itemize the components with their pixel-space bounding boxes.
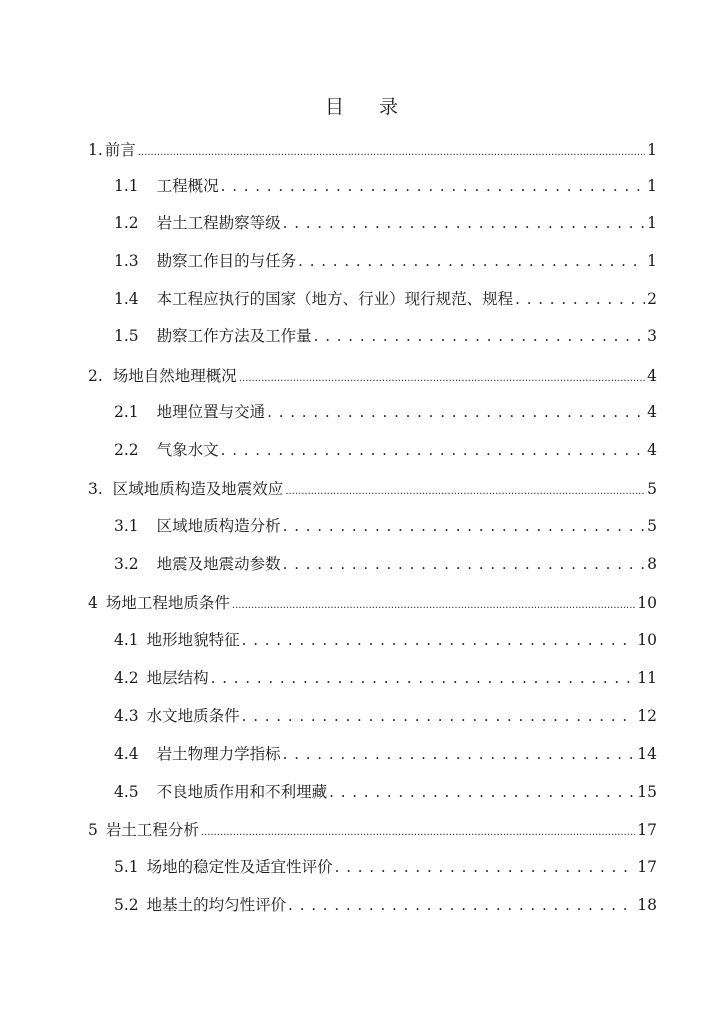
toc-leader	[221, 441, 645, 459]
toc-entry-number: 1.5	[114, 327, 139, 345]
toc-entry-text: 不良地质作用和不利埋藏	[156, 783, 328, 801]
toc-entry-text: 场地的稳定性及适宜性评价	[146, 858, 333, 876]
toc-leader	[239, 367, 645, 385]
toc-leader	[314, 327, 645, 345]
toc-entry-number: 1.1	[114, 177, 139, 195]
toc-entry-number: 5	[88, 821, 98, 839]
toc-entry-number: 1.3	[114, 252, 139, 270]
toc-entry-text: 场地工程地质条件	[105, 594, 230, 612]
toc-entry-text: 区域地质构造分析	[156, 517, 281, 535]
toc-entry-page: 3	[647, 327, 657, 345]
toc-leader	[242, 631, 636, 649]
toc-entry-4-4[interactable]	[114, 742, 657, 764]
toc-leader	[138, 141, 645, 159]
toc-entry-page: 1	[647, 177, 657, 195]
toc-entry-page: 12	[637, 707, 657, 725]
toc-leader	[283, 745, 636, 763]
toc-entry-text: 工程概况	[156, 177, 219, 195]
toc-entry-text: 勘察工作方法及工作量	[156, 327, 312, 345]
toc-entry-text: 地理位置与交通	[156, 403, 266, 421]
toc-entry-text: 地形地貌特征	[146, 631, 240, 649]
toc-entry-number: 2.2	[114, 441, 139, 459]
toc-entry-page: 4	[647, 441, 657, 459]
toc-entry-page: 1	[647, 252, 657, 270]
toc-entry-5-1[interactable]	[114, 855, 657, 877]
toc-entry-number: 4.4	[114, 745, 139, 763]
toc-entry-5[interactable]	[88, 818, 657, 840]
toc-entry-number: 4.3	[114, 707, 139, 725]
toc-entry-page: 10	[637, 631, 657, 649]
toc-entry-text: 本工程应执行的国家（地方、行业）现行规范、规程	[156, 290, 514, 308]
toc-entry-page: 10	[637, 594, 657, 612]
toc-entry-2-2[interactable]	[114, 438, 657, 460]
toc-entry-number: 4.5	[114, 783, 139, 801]
toc-entry-3[interactable]	[88, 477, 657, 499]
toc-entry-page: 14	[637, 745, 657, 763]
toc-entry-4-5[interactable]	[114, 780, 657, 802]
toc-entry-1-1[interactable]	[114, 174, 657, 196]
toc-entry-1-4[interactable]	[114, 287, 657, 309]
toc-entry-number: 2.	[88, 367, 103, 385]
toc-entry-number: 1.4	[114, 290, 139, 308]
toc-entry-number: 4.2	[114, 669, 139, 687]
toc-entry-text: 水文地质条件	[146, 707, 240, 725]
toc-entry-page: 4	[647, 403, 657, 421]
toc-leader	[335, 858, 636, 876]
toc-title-left: 目	[324, 96, 345, 118]
toc-entry-3-2[interactable]	[114, 552, 657, 574]
toc-entry-number: 2.1	[114, 403, 139, 421]
toc-entry-2-1[interactable]	[114, 400, 657, 422]
toc-leader	[267, 403, 645, 421]
toc-leader	[283, 555, 645, 573]
toc-entry-3-1[interactable]	[114, 514, 657, 536]
toc-entry-text: 岩土工程分析	[105, 821, 199, 839]
toc-entry-4-2[interactable]	[114, 666, 657, 688]
toc-entry-text: 区域地质构造及地震效应	[112, 480, 284, 498]
toc-entry-text: 场地自然地理概况	[112, 367, 237, 385]
toc-entry-1[interactable]	[88, 138, 657, 160]
toc-entry-page: 17	[637, 821, 657, 839]
toc-leader	[242, 707, 636, 725]
toc-entry-page: 2	[647, 290, 657, 308]
toc-entry-text: 气象水文	[156, 441, 219, 459]
toc-entry-4-3[interactable]	[114, 704, 657, 726]
toc-leader	[232, 594, 635, 612]
toc-title	[0, 92, 724, 119]
toc-leader	[329, 783, 635, 801]
toc-leader	[221, 177, 645, 195]
toc-title-right: 录	[379, 96, 400, 118]
toc-entry-page: 4	[647, 367, 657, 385]
toc-entry-page: 1	[647, 141, 657, 159]
toc-leader	[298, 252, 645, 270]
toc-entry-number: 3.1	[114, 517, 139, 535]
toc-entry-page: 5	[647, 517, 657, 535]
toc-entry-number: 5.2	[114, 896, 139, 914]
toc-entry-4-1[interactable]	[114, 628, 657, 650]
toc-leader	[211, 669, 636, 687]
toc-entry-page: 15	[637, 783, 657, 801]
toc-entry-number: 3.	[88, 480, 103, 498]
toc-entry-number: 1.	[88, 141, 103, 159]
toc-leader	[285, 480, 645, 498]
toc-entry-text: 勘察工作目的与任务	[156, 252, 297, 270]
toc-entry-text: 地层结构	[146, 669, 209, 687]
toc-entry-page: 8	[647, 555, 657, 573]
toc-leader	[283, 517, 645, 535]
toc-entry-page: 1	[647, 214, 657, 232]
toc-entry-text: 前言	[104, 141, 136, 159]
toc-entry-number: 5.1	[114, 858, 139, 876]
toc-entry-page: 17	[637, 858, 657, 876]
toc-entry-1-2[interactable]	[114, 211, 657, 233]
toc-entry-page: 11	[637, 669, 657, 687]
toc-entry-number: 4	[88, 594, 98, 612]
toc-leader	[288, 896, 635, 914]
toc-entry-text: 岩土物理力学指标	[156, 745, 281, 763]
toc-entry-text: 地基土的均匀性评价	[146, 896, 287, 914]
toc-entry-number: 4.1	[114, 631, 139, 649]
toc-entry-page: 5	[647, 480, 657, 498]
toc-entry-number: 3.2	[114, 555, 139, 573]
toc-entry-number: 1.2	[114, 214, 139, 232]
toc-leader	[201, 821, 635, 839]
toc-entry-text: 地震及地震动参数	[156, 555, 281, 573]
toc-entry-text: 岩土工程勘察等级	[156, 214, 281, 232]
toc-entry-2[interactable]	[88, 364, 657, 386]
toc-entry-5-2[interactable]	[114, 893, 657, 915]
toc-entry-1-3[interactable]	[114, 249, 657, 271]
toc-entry-4[interactable]	[88, 591, 657, 613]
toc-entry-1-5[interactable]	[114, 324, 657, 346]
toc-leader	[515, 290, 645, 308]
toc-leader	[283, 214, 645, 232]
toc-entry-page: 18	[637, 896, 657, 914]
